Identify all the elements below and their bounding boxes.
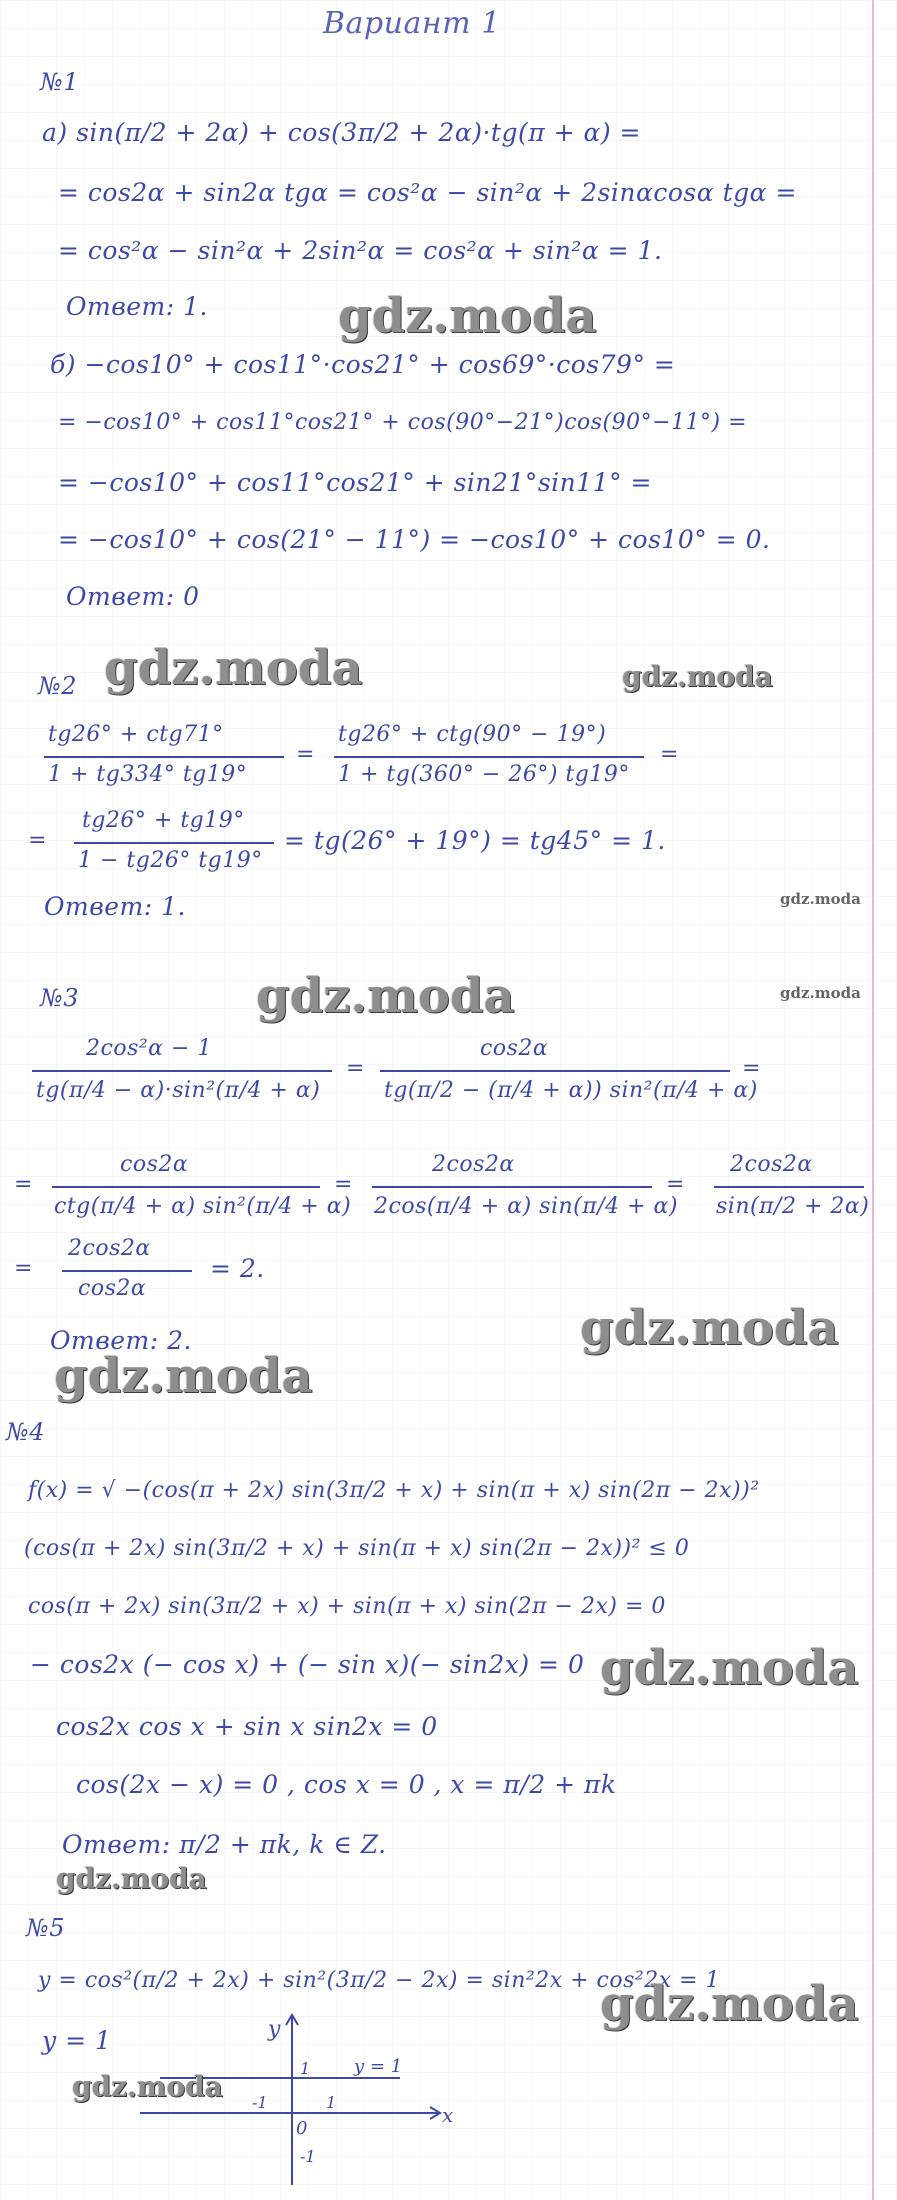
task-3-equals-5: = xyxy=(666,1172,685,1197)
task-5-line-1: y = cos²(π/2 + 2x) + sin²(3π/2 − 2x) = sin²2x + cos²2x = 1 xyxy=(38,1968,721,1993)
task-3-frac-6-numerator: 2cos2α xyxy=(68,1236,151,1261)
task-3-frac-6-bar xyxy=(62,1270,192,1272)
task-4-line-1: f(x) = √ −(cos(π + 2x) sin(3π/2 + x) + sin(π + x) sin(2π − 2x))² xyxy=(28,1478,760,1503)
task-3-frac-4-numerator: 2cos2α xyxy=(432,1152,515,1177)
task-2-equals-3: = xyxy=(28,828,47,853)
watermark: gdz.moda xyxy=(780,890,861,908)
task-2-frac-1-bar xyxy=(44,756,284,758)
watermark: gdz.moda xyxy=(600,1976,859,2032)
graph-origin-label: 0 xyxy=(296,2118,308,2139)
task-4-line-6: cos(2x − x) = 0 , cos x = 0 , x = π/2 + πk xyxy=(76,1770,617,1799)
task-3-number: №3 xyxy=(40,984,79,1012)
task-1b-line-2: = −cos10° + cos11°cos21° + cos(90°−21°)cos(90°−11°) = xyxy=(58,410,748,435)
task-1b-line-3: = −cos10° + cos11°cos21° + sin21°sin11° = xyxy=(58,468,652,497)
graph-tick-y-neg-1: -1 xyxy=(300,2147,316,2166)
task-3-frac-4-denominator: 2cos(π/4 + α) sin(π/4 + α) xyxy=(374,1194,678,1219)
task-3-equals-1: = xyxy=(346,1056,365,1081)
task-3-frac-3-denominator: ctg(π/4 + α) sin²(π/4 + α) xyxy=(54,1194,352,1219)
task-3-frac-4-bar xyxy=(372,1186,652,1188)
task-1b-line-4: = −cos10° + cos(21° − 11°) = −cos10° + cos10° = 0. xyxy=(58,525,771,554)
task-1-number: №1 xyxy=(40,68,79,96)
task-2-number: №2 xyxy=(38,672,77,700)
watermark: gdz.moda xyxy=(256,968,515,1024)
graph-tick-y-1: 1 xyxy=(300,2059,311,2078)
task-3-frac-1-denominator: tg(π/4 − α)·sin²(π/4 + α) xyxy=(36,1078,321,1103)
task-1a-line-1: а) sin(π/2 + 2α) + cos(3π/2 + 2α)·tg(π + α) = xyxy=(42,118,642,147)
page-margin-line xyxy=(872,0,874,2200)
graph-tick-x-neg-1: -1 xyxy=(252,2093,268,2112)
task-3-frac-5-denominator: sin(π/2 + 2α) xyxy=(716,1194,870,1219)
task-4-line-4: − cos2x (− cos x) + (− sin x)(− sin2x) = 0 xyxy=(30,1650,585,1679)
task-3-frac-1-numerator: 2cos²α − 1 xyxy=(86,1036,212,1061)
task-2-answer: Ответ: 1. xyxy=(44,892,186,921)
task-2-frac-1-denominator: 1 + tg334° tg19° xyxy=(48,762,248,787)
task-4-answer: Ответ: π/2 + πk, k ∈ Z. xyxy=(62,1830,387,1859)
task-2-frac-3-bar xyxy=(74,842,274,844)
task-4-number: №4 xyxy=(6,1418,45,1446)
watermark: gdz.moda xyxy=(54,1348,313,1404)
task-1a-line-3: = cos²α − sin²α + 2sin²α = cos²α + sin²α = 1. xyxy=(58,236,663,265)
watermark: gdz.moda xyxy=(780,984,861,1002)
task-3-answer: Ответ: 2. xyxy=(50,1326,192,1355)
watermark: gdz.moda xyxy=(622,660,773,693)
task-3-frac-3-numerator: cos2α xyxy=(120,1152,189,1177)
watermark: gdz.moda xyxy=(104,640,363,696)
task-2-frac-2-bar xyxy=(334,756,644,758)
task-4-line-3: cos(π + 2x) sin(3π/2 + x) + sin(π + x) sin(2π − 2x) = 0 xyxy=(28,1594,666,1619)
task-3-equals-6: = xyxy=(14,1256,33,1281)
task-1b-answer: Ответ: 0 xyxy=(66,582,200,611)
task-3-equals-3: = xyxy=(14,1172,33,1197)
watermark: gdz.moda xyxy=(56,1862,207,1895)
task-3-equals-4: = xyxy=(334,1172,353,1197)
task-3-frac-2-bar xyxy=(380,1070,730,1072)
task-4-line-5: cos2x cos x + sin x sin2x = 0 xyxy=(56,1712,438,1741)
task-4-line-2: (cos(π + 2x) sin(3π/2 + x) + sin(π + x) sin(2π − 2x))² ≤ 0 xyxy=(24,1536,690,1561)
graph-line-label: y = 1 xyxy=(354,2056,403,2077)
task-1a-answer: Ответ: 1. xyxy=(66,292,208,321)
task-3-frac-3-bar xyxy=(52,1186,320,1188)
task-1b-line-1: б) −cos10° + cos11°·cos21° + cos69°·cos79° = xyxy=(50,350,676,379)
task-3-frac-1-bar xyxy=(32,1070,332,1072)
task-2-frac-2-numerator: tg26° + ctg(90° − 19°) xyxy=(338,722,607,747)
task-2-frac-3-numerator: tg26° + tg19° xyxy=(82,808,245,833)
watermark: gdz.moda xyxy=(580,1300,839,1356)
watermark: gdz.moda xyxy=(600,1640,859,1696)
task-2-frac-3-denominator: 1 − tg26° tg19° xyxy=(78,848,263,873)
task-3-result: = 2. xyxy=(210,1254,265,1283)
task-5-number: №5 xyxy=(26,1914,65,1942)
task-2-equals-1: = xyxy=(296,742,315,767)
task-1a-line-2: = cos2α + sin2α tgα = cos²α − sin²α + 2sinαcosα tgα = xyxy=(58,178,797,207)
task-3-frac-5-numerator: 2cos2α xyxy=(730,1152,813,1177)
graph-y-axis-label: y xyxy=(268,2017,281,2042)
page-title: Вариант 1 xyxy=(323,6,501,41)
task-5-line-2: y = 1 xyxy=(42,2026,112,2055)
watermark: gdz.moda xyxy=(72,2070,223,2103)
task-3-frac-2-numerator: cos2α xyxy=(480,1036,549,1061)
task-3-equals-2: = xyxy=(742,1056,761,1081)
task-3-frac-2-denominator: tg(π/2 − (π/4 + α)) sin²(π/4 + α) xyxy=(384,1078,758,1103)
task-3-frac-6-denominator: cos2α xyxy=(78,1276,147,1301)
task-3-frac-5-bar xyxy=(714,1186,864,1188)
task-2-result: = tg(26° + 19°) = tg45° = 1. xyxy=(284,826,666,855)
task-2-frac-1-numerator: tg26° + ctg71° xyxy=(48,722,224,747)
watermark: gdz.moda xyxy=(338,288,597,344)
task-2-equals-2: = xyxy=(660,742,679,767)
graph-x-axis-label: x xyxy=(442,2103,454,2127)
graph-tick-x-1: 1 xyxy=(326,2093,337,2112)
task-2-frac-2-denominator: 1 + tg(360° − 26°) tg19° xyxy=(338,762,630,787)
